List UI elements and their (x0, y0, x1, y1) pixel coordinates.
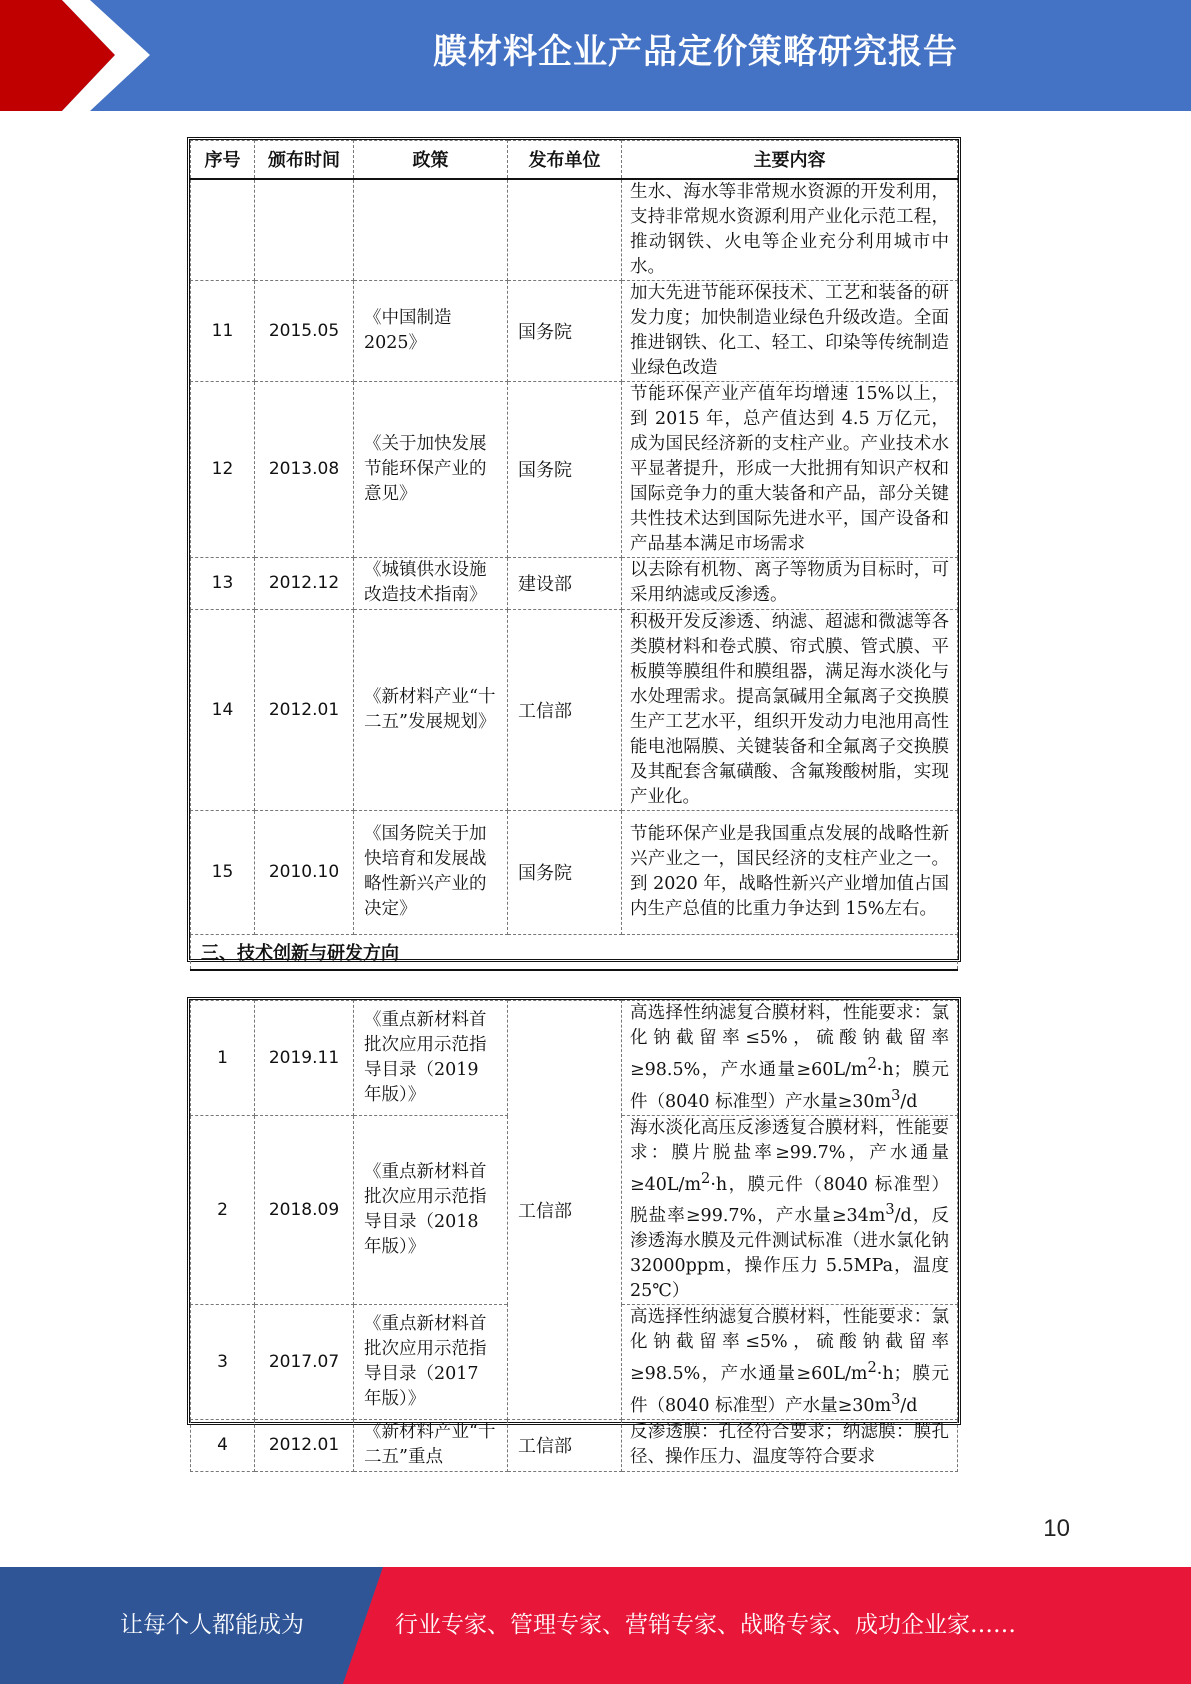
row-content: 海水淡化高压反渗透复合膜材料，性能要求：膜片脱盐率≥99.7%，产水通量$\ge 40L/m^2\cdot h$，膜元件（8040 标准型）脱盐率≥99.7%，产水量$\ge 34m^3/d$，反渗透海水膜及元件测试标准（进水氯化钠 32000ppm，操作压力 5.5MPa，温度 25℃） (622, 1115, 958, 1305)
table-row (191, 810, 958, 934)
col-header-date: 颁布时间 (255, 141, 354, 179)
row-no: 12 (191, 381, 255, 557)
row-policy: 《中国制造2025》 (354, 280, 508, 381)
row-content: 生水、海水等非常规水资源的开发利用，支持非常规水资源利用产业化示范工程，推动钢铁、火电等企业充分利用城市中水。 (622, 179, 958, 281)
row-no: 2 (191, 1115, 255, 1305)
row-content: 以去除有机物、离子等物质为目标时，可采用纳滤或反渗透。 (622, 557, 958, 609)
table-row (191, 1419, 958, 1471)
row-unit: 国务院 (508, 280, 622, 381)
row-date: 2012.01 (255, 1419, 354, 1471)
row-no: 3 (191, 1305, 255, 1420)
row-date (255, 179, 354, 281)
row-date: 2017.07 (255, 1305, 354, 1420)
row-policy: 《新材料产业“十二五”重点 (354, 1419, 508, 1471)
table-row (191, 1001, 958, 1116)
row-content: 高选择性纳滤复合膜材料，性能要求：氯化钠截留率≤5%，硫酸钠截留率≥98.5%，产水通量$\ge 60L/m^2\cdot h$；膜元件（8040 标准型）产水量$\ge 30m^3/d$ (622, 1305, 958, 1420)
row-content: 高选择性纳滤复合膜材料，性能要求：氯化钠截留率≤5%，硫酸钠截留率≥98.5%，产水通量$\ge 60L/m^2\cdot h$；膜元件（8040 标准型）产水量$\ge 30m^3/d$ (622, 1001, 958, 1116)
section-row (191, 934, 958, 970)
row-date: 2012.01 (255, 609, 354, 810)
row-policy: 《国务院关于加快培育和发展战略性新兴产业的决定》 (354, 810, 508, 934)
row-date: 2010.10 (255, 810, 354, 934)
row-content: 加大先进节能环保技术、工艺和装备的研发力度；加快制造业绿色升级改造。全面推进钢铁、化工、轻工、印染等传统制造业绿色改造 (622, 280, 958, 381)
row-unit: 国务院 (508, 381, 622, 557)
page-footer (0, 1567, 1191, 1684)
report-title: 膜材料企业产品定价策略研究报告 (433, 32, 958, 72)
row-policy: 《重点新材料首批次应用示范指导目录（2018 年版）》 (354, 1115, 508, 1305)
row-policy (354, 179, 508, 281)
page-number: 10 (1043, 1515, 1070, 1542)
row-policy: 《城镇供水设施改造技术指南》 (354, 557, 508, 609)
row-policy: 《重点新材料首批次应用示范指导目录（2017 年版）》 (354, 1305, 508, 1420)
col-header-policy: 政策 (354, 141, 508, 179)
row-date: 2013.08 (255, 381, 354, 557)
row-date: 2012.12 (255, 557, 354, 609)
col-header-no: 序号 (191, 141, 255, 179)
row-unit: 工信部 (508, 609, 622, 810)
table-header-row (191, 141, 958, 179)
col-header-content: 主要内容 (622, 141, 958, 179)
footer-slogan-right: 行业专家、管理专家、营销专家、战略专家、成功企业家…… (395, 1612, 1016, 1638)
footer-slogan-left: 让每个人都能成为 (120, 1612, 304, 1638)
row-content: 反渗透膜：孔径符合要求；纳滤膜：膜孔径、操作压力、温度等符合要求 (622, 1419, 958, 1471)
row-date: 2019.11 (255, 1001, 354, 1116)
row-content: 节能环保产业产值年均增速 15%以上，到 2015 年，总产值达到 4.5 万亿元，成为国民经济新的支柱产业。产业技术水平显著提升，形成一大批拥有知识产权和国际竞争力的重大装备和产品，部分关键共性技术达到国际先进水平，国产设备和产品基本满足市场需求 (622, 381, 958, 557)
row-policy: 《新材料产业“十二五”发展规划》 (354, 609, 508, 810)
table-row (191, 557, 958, 609)
row-policy: 《重点新材料首批次应用示范指导目录（2019 年版）》 (354, 1001, 508, 1116)
row-unit-merged: 工信部 (508, 1001, 622, 1420)
page-header (0, 0, 1191, 111)
row-date: 2018.09 (255, 1115, 354, 1305)
row-unit: 建设部 (508, 557, 622, 609)
row-no: 11 (191, 280, 255, 381)
row-unit (508, 179, 622, 281)
col-header-unit: 发布单位 (508, 141, 622, 179)
row-no: 13 (191, 557, 255, 609)
row-no: 1 (191, 1001, 255, 1116)
row-unit: 工信部 (508, 1419, 622, 1471)
row-no: 4 (191, 1419, 255, 1471)
row-date: 2015.05 (255, 280, 354, 381)
policy-table-1 (187, 137, 961, 962)
row-no: 15 (191, 810, 255, 934)
table-row (191, 381, 958, 557)
row-no: 14 (191, 609, 255, 810)
row-policy: 《关于加快发展节能环保产业的意见》 (354, 381, 508, 557)
table-row (191, 280, 958, 381)
row-unit: 国务院 (508, 810, 622, 934)
policy-table-2 (187, 997, 961, 1468)
row-content: 节能环保产业是我国重点发展的战略性新兴产业之一，国民经济的支柱产业之一。到 2020 年，战略性新兴产业增加值占国内生产总值的比重力争达到 15%左右。 (622, 810, 958, 934)
row-content: 积极开发反渗透、纳滤、超滤和微滤等各类膜材料和卷式膜、帘式膜、管式膜、平板膜等膜组件和膜组器，满足海水淡化与水处理需求。提高氯碱用全氟离子交换膜生产工艺水平，组织开发动力电池用高性能电池隔膜、关键装备和全氟离子交换膜及其配套含氟磺酸、含氟羧酸树脂，实现产业化。 (622, 609, 958, 810)
table-row (191, 609, 958, 810)
table-row (191, 179, 958, 281)
row-no (191, 179, 255, 281)
section-heading: 三、技术创新与研发方向 (191, 934, 958, 970)
